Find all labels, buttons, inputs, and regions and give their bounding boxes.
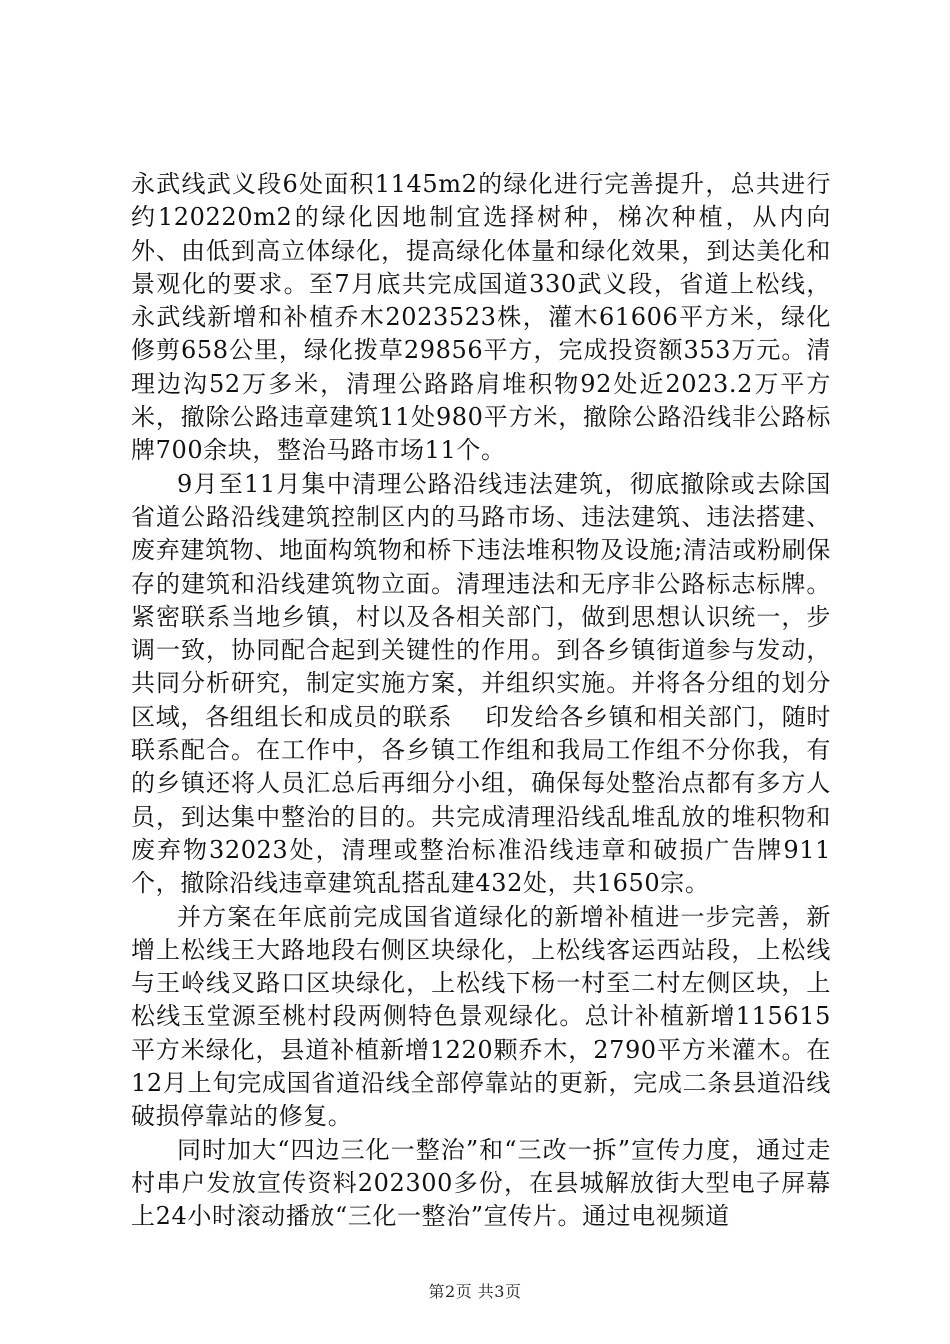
paragraph-greening-plan: 并方案在年底前完成国省道绿化的新增补植进一步完善，新增上松线王大路地段右侧区块绿化，上松线客运西站段，上松线与王岭线叉路口区块绿化，上松线下杨一村至二村左侧区块，上松线玉堂源至桃村段两侧特色景观绿化。总计补植新增115615平方米绿化，县道补植新增1220颗乔木，2790平方米灌木。在12月上旬完成国省道沿线全部停靠站的更新，完成二条县道沿线破损停靠站的修复。 [131,902,831,1131]
page-number: 第2页 共3页 [428,1282,522,1301]
paragraph-illegal-buildings: 9月至11月集中清理公路沿线违法建筑，彻底撤除或去除国省道公路沿线建筑控制区内的马路市场、违法建筑、违法搭建、废弃建筑物、地面构筑物和桥下违法堆积物及设施;清洁或粉刷保存的建筑和沿线建筑物立面。清理违法和无序非公路标志标牌。紧密联系当地乡镇，村以及各相关部门，做到思想认识统一，步调一致，协同配合起到关键性的作用。到各乡镇街道参与发动，共同分析研究，制定实施方案，并组织实施。并将各分组的划分区域，各组组长和成员的联系 印发给各乡镇和相关部门，随时联系配合。在工作中，各乡镇工作组和我局工作组不分你我，有的乡镇还将人员汇总后再细分小组，确保每处整治点都有多方人员，到达集中整治的目的。共完成清理沿线乱堆乱放的堆积物和废弃物32023处，清理或整治标准沿线违章和破损广告牌911个，撤除沿线违章建筑乱搭乱建432处，共1650宗。 [131,469,831,898]
paragraph-publicity: 同时加大“四边三化一整治”和“三改一拆”宣传力度，通过走村串户发放宣传资料202300多份，在县城解放街大型电子屏幕上24小时滚动播放“三化一整治”宣传片。通过电视频道 [131,1135,831,1231]
paragraph-continuation: 永武线武义段6处面积1145m2的绿化进行完善提升，总共进行约120220m2的绿化因地制宜选择树种，梯次种植，从内向外、由低到高立体绿化，提高绿化体量和绿化效果，到达美化和景观化的要求。至7月底共完成国道330武义段，省道上松线，永武线新增和补植乔木2023523株，灌木61606平方米，绿化修剪658公里，绿化拨草29856平方，完成投资额353万元。清理边沟52万多米，清理公路路肩堆积物92处近2023.2万平方米，撤除公路违章建筑11处980平方米，撤除公路沿线非公路标牌700余块，整治马路市场11个。 [131,170,831,465]
page-footer [0,1282,950,1302]
document-body [131,168,831,1234]
